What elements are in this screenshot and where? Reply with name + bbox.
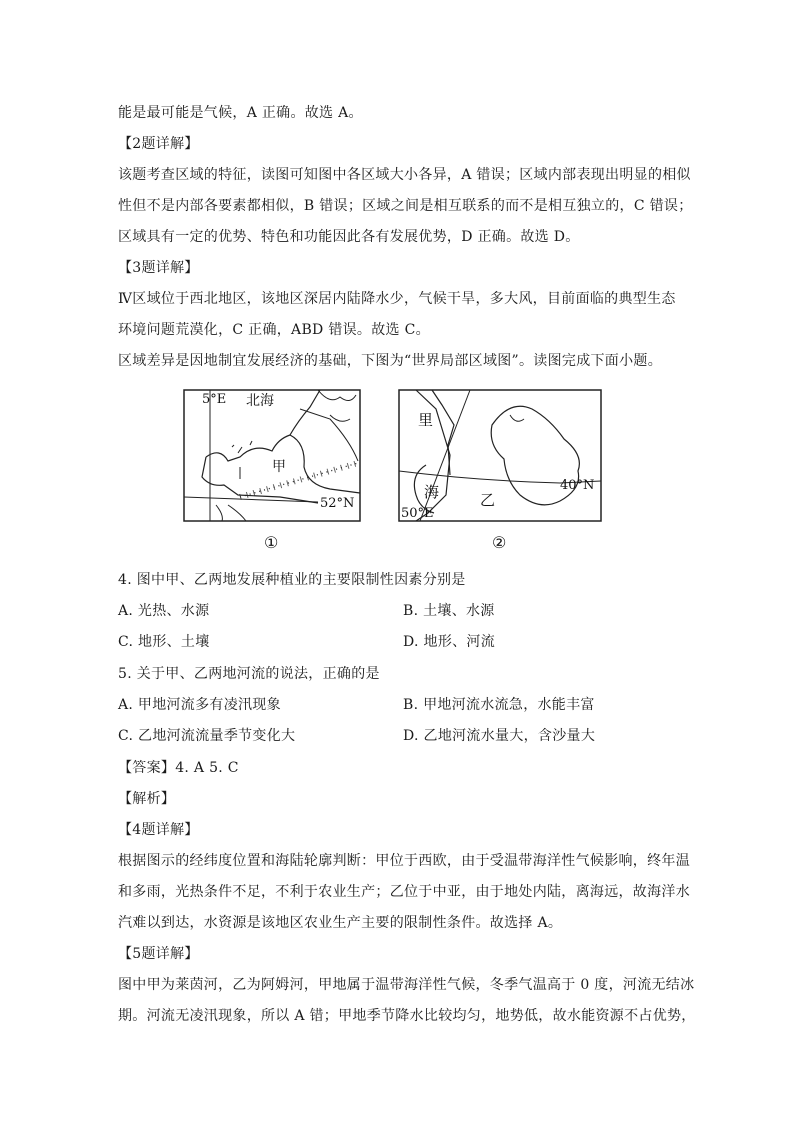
- map1-latitude-label: 52°N: [320, 496, 355, 511]
- question-5-option-b: B. 甲地河流水流急，水能丰富: [403, 697, 595, 713]
- question-5-option-a: A. 甲地河流多有凌汛现象: [118, 697, 281, 713]
- answer-line: 【答案】4. A 5. C: [118, 760, 239, 776]
- paragraph-line: 能是最可能是气候，A 正确。故选 A。: [118, 105, 363, 121]
- intro-line: 区域差异是因地制宜发展经济的基础，下图为“世界局部区域图”。读图完成下面小题。: [118, 353, 663, 369]
- map2-latitude-label: 40°N: [560, 478, 595, 493]
- section-heading-4: 【4题详解】: [118, 822, 199, 838]
- question-5-stem: 5. 关于甲、乙两地河流的说法，正确的是: [118, 666, 380, 682]
- paragraph-line: 环境问题荒漠化，C 正确，ABD 错误。故选 C。: [118, 322, 430, 338]
- section-heading-5: 【5题详解】: [118, 946, 199, 962]
- paragraph-line: 汽难以到达，水资源是该地区农业生产主要的限制性条件。故选择 A。: [118, 915, 563, 931]
- question-4-option-a: A. 光热、水源: [118, 603, 210, 619]
- paragraph-line: 区域具有一定的优势、特色和功能因此各有发展优势，D 正确。故选 D。: [118, 229, 580, 245]
- section-heading-3: 【3题详解】: [118, 260, 199, 276]
- map2-region-label: 乙: [480, 491, 496, 509]
- section-heading-2: 【2题详解】: [118, 136, 199, 152]
- paragraph-line: 和多雨，光热条件不足，不利于农业生产；乙位于中亚，由于地处内陆，离海远，故海洋水: [118, 884, 690, 900]
- question-4-option-c: C. 地形、土壤: [118, 634, 210, 650]
- map1-caption: ①: [264, 533, 279, 552]
- paragraph-line: 性但不是内部各要素都相似，B 错误；区域之间是相互联系的而不是相互独立的，C 错误；: [118, 198, 693, 214]
- question-4-stem: 4. 图中甲、乙两地发展种植业的主要限制性因素分别是: [118, 572, 466, 588]
- map2-sea-bottom-label: 海: [424, 483, 440, 501]
- paragraph-line: 根据图示的经纬度位置和海陆轮廓判断：甲位于西欧，由于受温带海洋性气候影响，终年温: [118, 853, 690, 869]
- maps-svg: [180, 385, 610, 555]
- map1-longitude-label: 5°E: [202, 392, 227, 407]
- map2-longitude-label: 50°E: [401, 506, 434, 521]
- question-5-option-d: D. 乙地河流水量大，含沙量大: [403, 728, 596, 744]
- map2-sea-top-label: 里: [418, 411, 434, 429]
- map1-sea-label: 北海: [246, 393, 274, 409]
- map1-region-label: 甲: [272, 459, 286, 475]
- question-4-option-b: B. 土壤、水源: [403, 603, 495, 619]
- map-2: [399, 390, 601, 552]
- regional-maps-figure: [180, 385, 610, 555]
- paragraph-line: 期。河流无凌汛现象，所以 A 错；甲地季节降水比较均匀，地势低，故水能资源不占优势，: [118, 1008, 696, 1024]
- paragraph-line: 该题考查区域的特征，读图可知图中各区域大小各异，A 错误；区域内部表现出明显的相似: [118, 167, 691, 183]
- question-4-option-d: D. 地形、河流: [403, 634, 496, 650]
- map2-caption: ②: [492, 533, 507, 552]
- paragraph-line: Ⅳ区域位于西北地区，该地区深居内陆降水少，气候干旱，多大风，目前面临的典型生态: [118, 291, 676, 307]
- analysis-heading: 【解析】: [118, 791, 176, 807]
- map-1: [184, 390, 360, 552]
- paragraph-line: 图中甲为莱茵河，乙为阿姆河，甲地属于温带海洋性气候，冬季气温高于 0 度，河流无结冰: [118, 977, 695, 993]
- question-5-option-c: C. 乙地河流流量季节变化大: [118, 728, 296, 744]
